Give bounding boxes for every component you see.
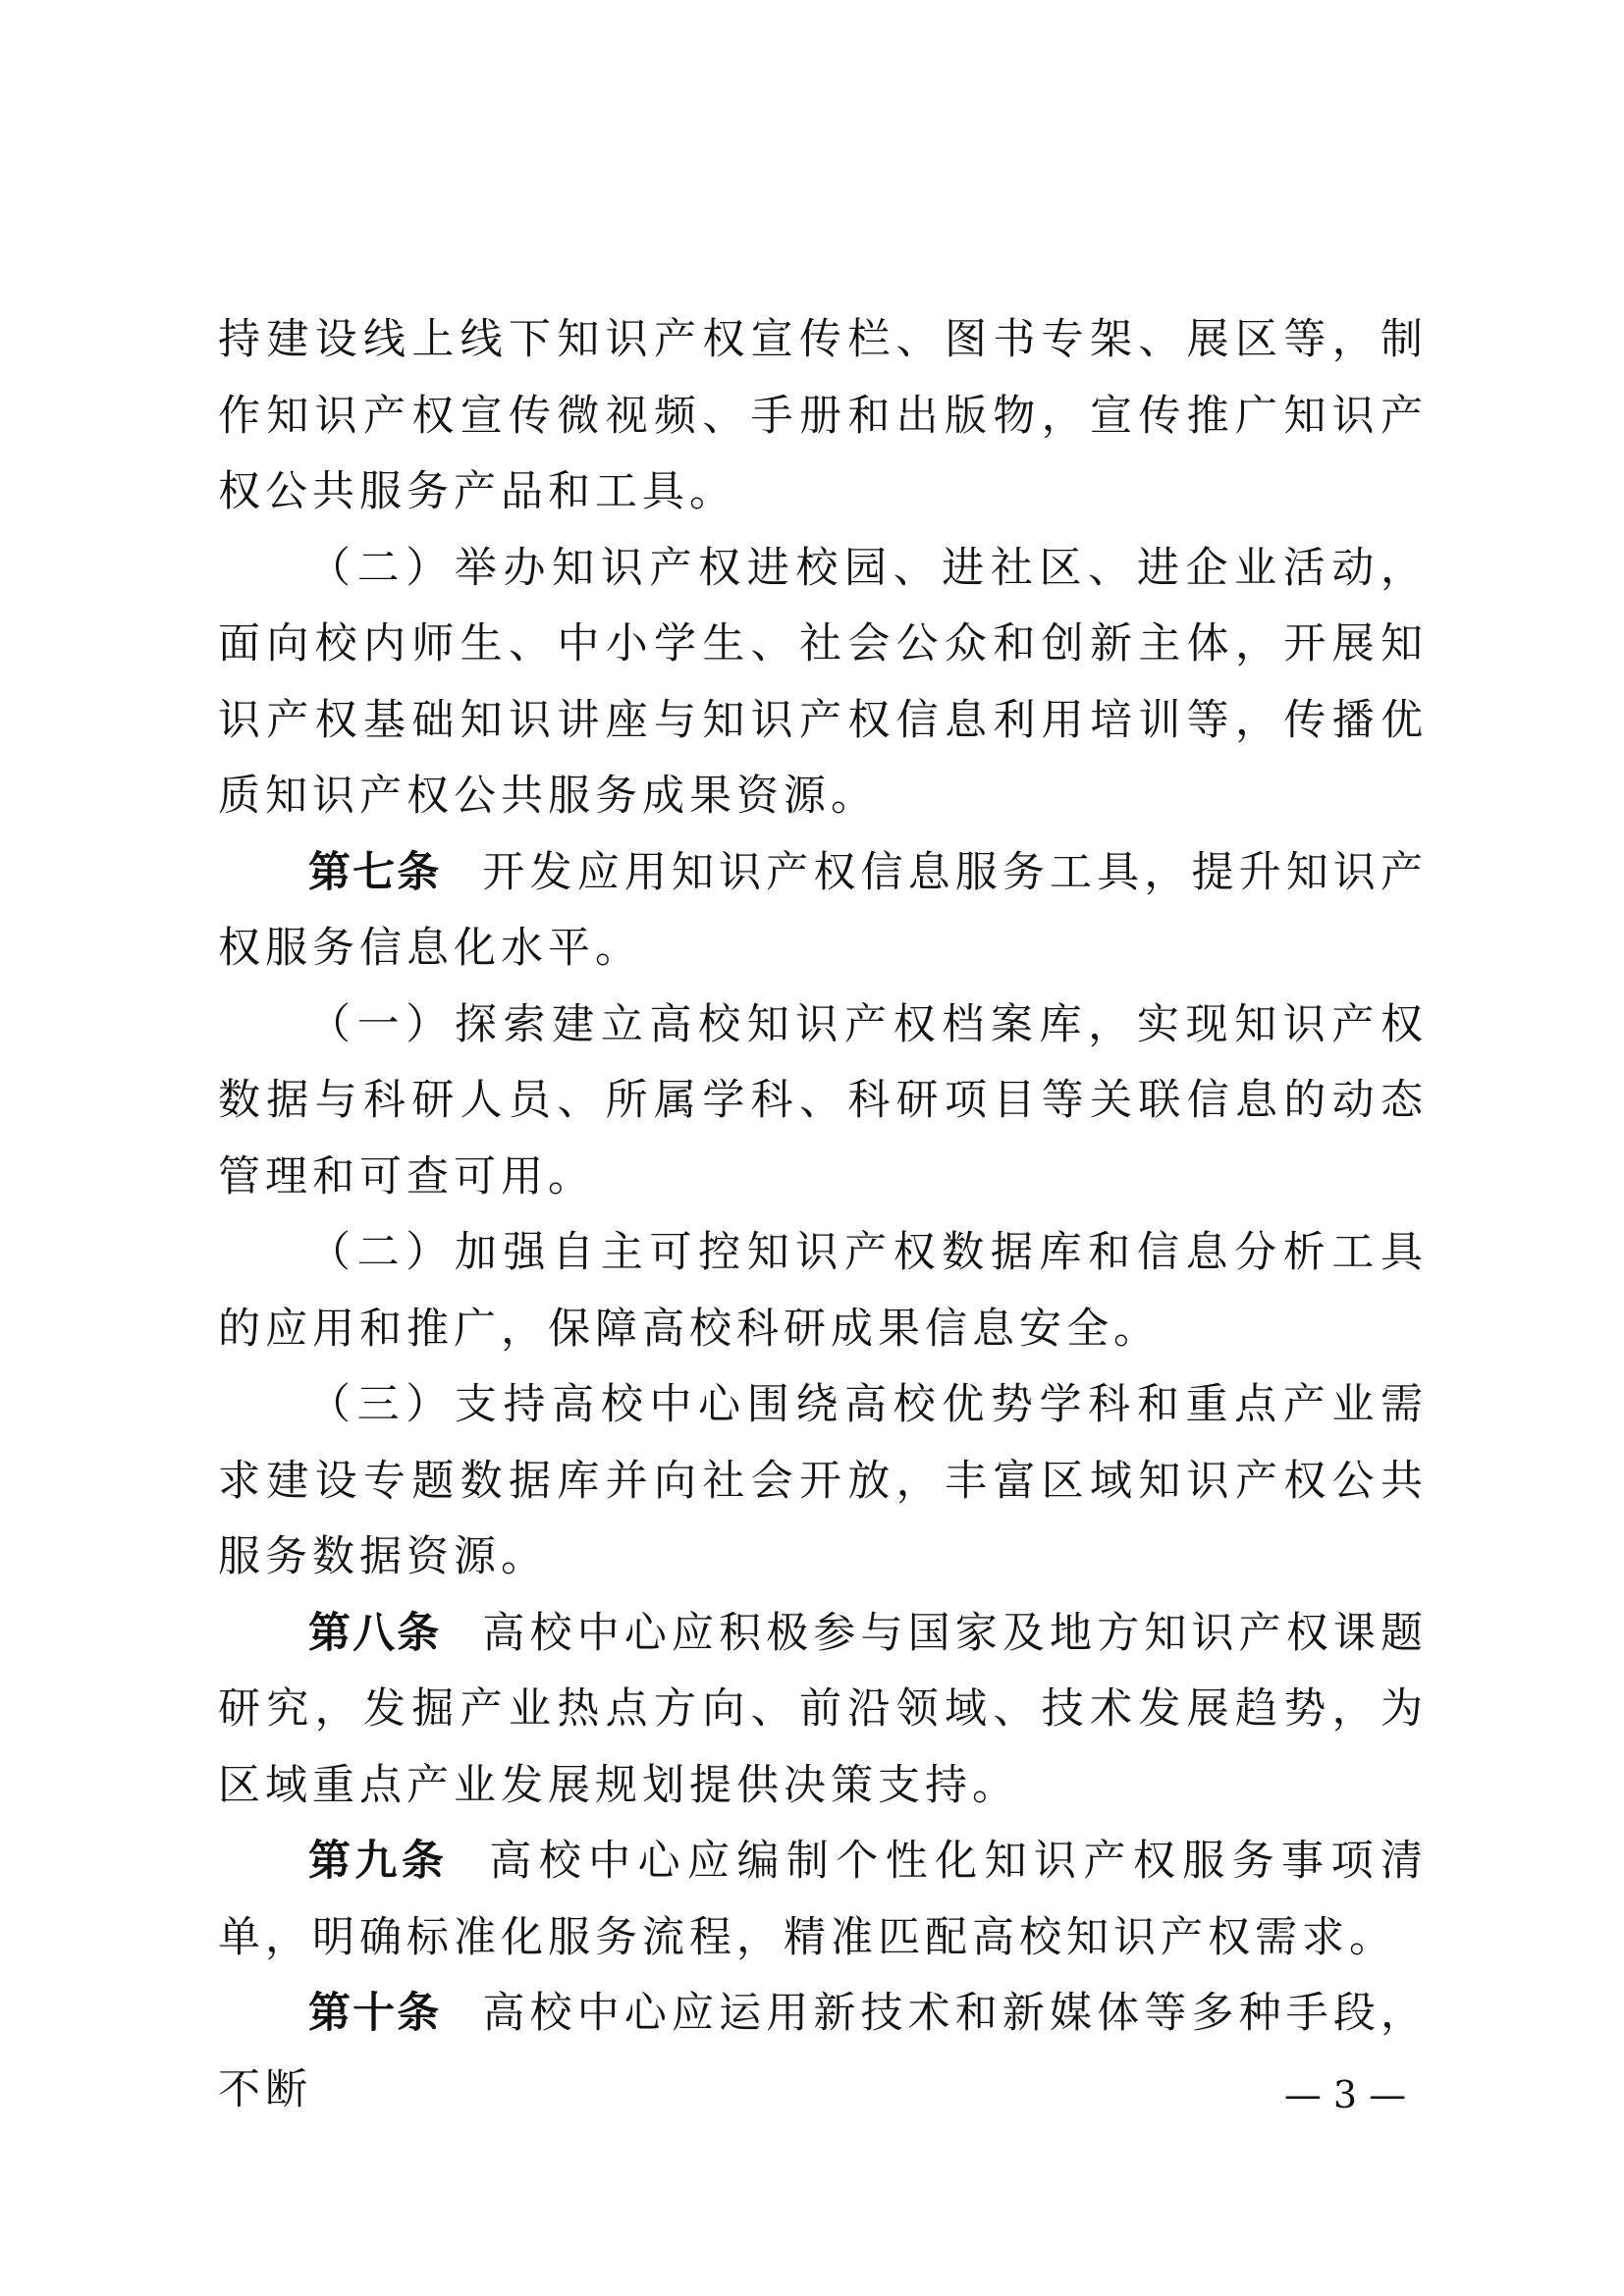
document-body [218, 302, 1428, 2128]
paragraph-text: 持建设线上线下知识产权宣传栏、图书专架、展区等，制作知识产权宣传微视频、手册和出版物，宣传推广知识产权公共服务产品和工具。 [218, 315, 1428, 516]
paragraph-text: （一）探索建立高校知识产权档案库，实现知识产权数据与科研人员、所属学科、科研项目等关联信息的动态管理和可查可用。 [218, 999, 1428, 1201]
article-label: 第十条 [308, 1989, 442, 2038]
page-number: — 3 — [1283, 2073, 1407, 2116]
paragraph-text: （二）加强自主可控知识产权数据库和信息分析工具的应用和推广，保障高校科研成果信息安全。 [218, 1228, 1428, 1354]
article-8 [218, 1596, 1428, 1825]
paragraph-continuation [218, 302, 1428, 531]
paragraph-text: （二）举办知识产权进校园、进社区、进企业活动，面向校内师生、中小学生、社会公众和创新主体，开展知识产权基础知识讲座与知识产权信息利用培训等，传播优质知识产权公共服务成果资源。 [218, 543, 1428, 821]
paragraph-text: 高校中心应运用新技术和新媒体等多种手段，不断 [218, 1989, 1429, 2114]
article-7-item-3 [218, 1367, 1428, 1596]
article-label: 第九条 [308, 1837, 449, 1886]
paragraph-text: 高校中心应编制个性化知识产权服务事项清单，明确标准化服务流程，精准匹配高校知识产权需求。 [218, 1837, 1429, 1962]
article-label: 第七条 [308, 847, 442, 897]
paragraph-text: 开发应用知识产权信息服务工具，提升知识产权服务信息化水平。 [218, 847, 1429, 973]
article-9 [218, 1824, 1428, 1976]
paragraph-text: 高校中心应积极参与国家及地方知识产权课题研究，发掘产业热点方向、前沿领域、技术发展趋势，为区域重点产业发展规划提供决策支持。 [218, 1608, 1429, 1810]
article-10 [218, 1976, 1428, 2128]
article-label: 第八条 [308, 1608, 442, 1658]
paragraph-item-2 [218, 531, 1428, 835]
paragraph-text: （三）支持高校中心围绕高校优势学科和重点产业需求建设专题数据库并向社会开放，丰富区域知识产权公共服务数据资源。 [218, 1380, 1428, 1581]
article-7-item-2 [218, 1215, 1428, 1367]
article-7 [218, 835, 1428, 988]
article-7-item-1 [218, 988, 1428, 1216]
